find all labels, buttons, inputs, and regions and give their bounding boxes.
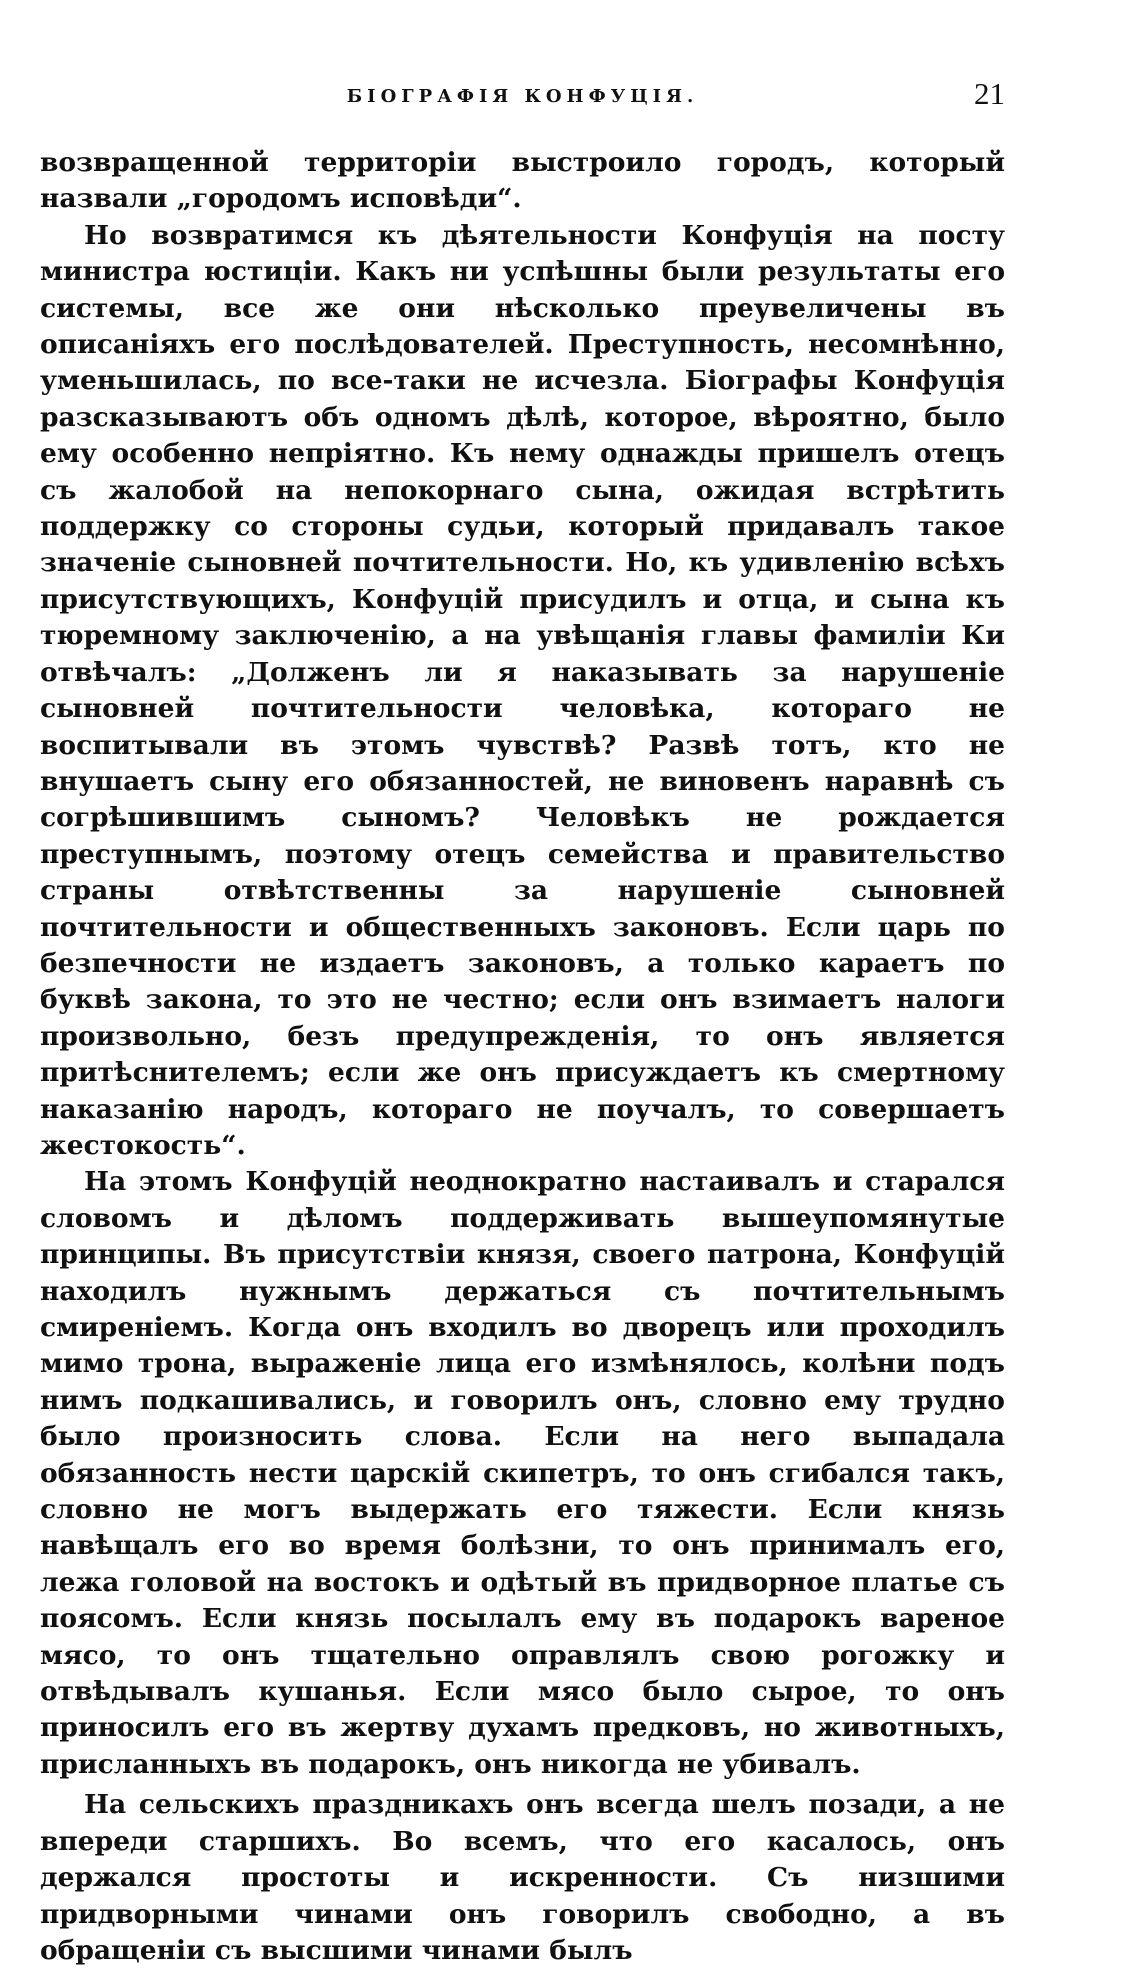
- page-number: 21: [974, 76, 1005, 111]
- paragraph-court-conduct: На этомъ Конфуцій неоднократно настаивалъ и старался словомъ и дѣломъ поддерживать вышеупомянутые принципы. Въ присутствіи князя, своего патрона, Конфуцій находилъ нужнымъ держаться съ почтительнымъ смиреніемъ. Когда онъ входилъ во дворецъ или проходилъ мимо трона, выраженіе лица его измѣнялось, колѣни подъ нимъ подкашивались, и говорилъ онъ, словно ему трудно было произносить слова. Если на него выпадала обязанность нести царскій скипетръ, то онъ сгибался такъ, словно не могъ выдержать его тяжести. Если князь навѣщалъ его во время болѣзни, то онъ принималъ его, лежа головой на востокъ и одѣтый въ придворное платье съ поясомъ. Если князь посылалъ ему въ подарокъ вареное мясо, то онъ тщательно оправлялъ свою рогожку и отвѣдывалъ кушанья. Если мясо было сырое, то онъ приносилъ его въ жертву духамъ предковъ, но животныхъ, присланныхъ въ подарокъ, онъ никогда не убивалъ.: [40, 1166, 1005, 1780]
- paragraph-continuation: возвращенной территоріи выстроило городъ, который назвали „городомъ исповѣди“.: [40, 147, 1005, 215]
- paragraph-justice-ministry: Но возвратимся къ дѣятельности Конфуція на посту министра юстиціи. Какъ ни успѣшны были результаты его системы, все же они нѣсколько преувеличены въ описаніяхъ его послѣдователей. Преступность, несомнѣнно, уменьшилась, по все-таки не исчезла. Біографы Конфуція разсказываютъ объ одномъ дѣлѣ, которое, вѣроятно, было ему особенно непріятно. Къ нему однажды пришелъ отецъ съ жалобой на непокорнаго сына, ожидая встрѣтить поддержку со стороны судьи, который придавалъ такое значеніе сыновней почтительности. Но, къ удивленію всѣхъ присутствующихъ, Конфуцій присудилъ и отца, и сына къ тюремному заключенію, а на увѣщанія главы фамиліи Ки отвѣчалъ: „Долженъ ли я наказывать за нарушеніе сыновней почтительности человѣка, котораго не воспитывали въ этомъ чувствѣ? Развѣ тотъ, кто не внушаетъ сыну его обязанностей, не виновенъ наравнѣ съ согрѣшившимъ сыномъ? Человѣкъ не рождается преступнымъ, поэтому отецъ семейства и правительство страны отвѣтственны за нарушеніе сыновней почтительности и общественныхъ законовъ. Если царь по безпечности не издаетъ законовъ, а только караетъ по буквѣ закона, то это не честно; если онъ взимаетъ налоги произвольно, безъ предупрежденія, то онъ является притѣснителемъ; если же онъ присуждаетъ къ смертному наказанію народъ, котораго не поучалъ, то совершаетъ жестокость“.: [40, 219, 1005, 1161]
- body-text: [40, 145, 1005, 1969]
- running-title: БІОГРАФІЯ КОНФУЦІЯ.: [346, 86, 699, 107]
- running-head: [40, 76, 1005, 116]
- paragraph-village-festivals: На сельскихъ праздникахъ онъ всегда шелъ позади, а не впереди старшихъ. Во всемъ, что его касалось, онъ держался простоты и искренности. Съ низшими придворными чинами онъ говорилъ свободно, а въ обращеніи съ высшими чинами былъ: [40, 1789, 1005, 1966]
